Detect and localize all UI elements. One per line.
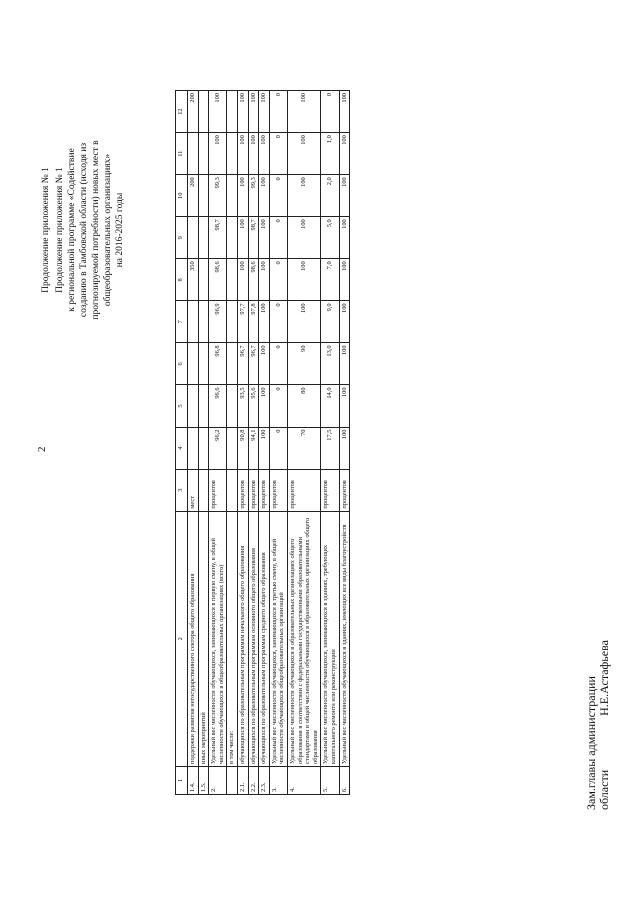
row-number: 1.4. — [188, 766, 199, 794]
value-cell: 96,6 — [209, 385, 227, 427]
value-cell: 100 — [339, 385, 350, 427]
header-line: прогнозируемой потребности) новых мест в — [91, 140, 101, 320]
unit-cell: процентов — [248, 469, 259, 511]
row-number: 3. — [269, 766, 287, 794]
value-cell: 100 — [259, 259, 270, 301]
unit-cell: процентов — [339, 469, 350, 511]
row-number — [227, 766, 238, 794]
value-cell: 0 — [269, 217, 287, 259]
table-row — [321, 91, 339, 795]
value-cell — [227, 343, 238, 385]
value-cell: 100 — [339, 133, 350, 175]
value-cell — [188, 133, 199, 175]
indicator-name: Удельный вес численности обучающихся, занимающихся в зданиях, требующих капитального ремонта или реконструкции — [321, 511, 339, 766]
signature-name-row — [598, 640, 611, 810]
value-cell: 1,0 — [321, 133, 339, 175]
value-cell: 96,2 — [209, 427, 227, 469]
page-number: 2 — [36, 446, 48, 452]
row-number: 2.2. — [248, 766, 259, 794]
value-cell: 100 — [339, 427, 350, 469]
value-cell: 100 — [259, 91, 270, 133]
value-cell: 96,7 — [237, 343, 248, 385]
value-cell: 98,7 — [209, 217, 227, 259]
table-row — [287, 91, 320, 795]
value-cell: 98,7 — [248, 217, 259, 259]
value-cell: 100 — [339, 343, 350, 385]
signature-title: Зам.главы администрации — [584, 676, 598, 810]
value-cell: 100 — [259, 427, 270, 469]
value-cell: 95,6 — [248, 385, 259, 427]
value-cell: 14,0 — [321, 385, 339, 427]
table-row — [188, 91, 199, 795]
value-cell: 0 — [269, 427, 287, 469]
row-number: 4. — [287, 766, 320, 794]
unit-cell: процентов — [269, 469, 287, 511]
value-cell — [188, 427, 199, 469]
value-cell: 100 — [287, 217, 320, 259]
unit-cell — [198, 469, 209, 511]
indicator-name: обучающихся по образовательным программам среднего общего образования — [259, 511, 270, 766]
unit-cell: процентов — [259, 469, 270, 511]
value-cell — [188, 217, 199, 259]
header-cell: 9 — [176, 217, 188, 259]
value-cell: 80 — [287, 385, 320, 427]
indicator-name: Удельный вес численности обучающихся, занимающихся в третью смену, в общей численности обучающихся общеобразовательных организаций — [269, 511, 287, 766]
value-cell: 90,8 — [237, 427, 248, 469]
value-cell — [227, 427, 238, 469]
row-number: 5. — [321, 766, 339, 794]
signature-region: области — [597, 769, 611, 810]
value-cell: 99,3 — [209, 175, 227, 217]
value-cell: 0 — [269, 175, 287, 217]
value-cell: 98,6 — [248, 259, 259, 301]
header-line: созданию в Тамбовской области (исходя из — [79, 142, 89, 318]
header-line: общеобразовательных организациях» — [103, 153, 113, 307]
value-cell: 100 — [287, 91, 320, 133]
value-cell: 100 — [287, 133, 320, 175]
value-cell: 100 — [339, 217, 350, 259]
value-cell: 100 — [237, 175, 248, 217]
unit-cell: мест — [188, 469, 199, 511]
value-cell — [198, 343, 209, 385]
value-cell — [198, 217, 209, 259]
rotated-content — [40, 40, 611, 840]
value-cell: 0 — [269, 133, 287, 175]
value-cell — [188, 343, 199, 385]
value-cell — [198, 91, 209, 133]
value-cell: 96,9 — [209, 301, 227, 343]
value-cell: 100 — [259, 301, 270, 343]
value-cell: 100 — [287, 259, 320, 301]
value-cell: 100 — [209, 91, 227, 133]
value-cell: 94,1 — [248, 427, 259, 469]
value-cell: 100 — [287, 175, 320, 217]
indicators-table — [175, 90, 350, 795]
value-cell: 100 — [237, 217, 248, 259]
value-cell — [227, 133, 238, 175]
header-cell: 6 — [176, 343, 188, 385]
value-cell: 100 — [259, 385, 270, 427]
row-number: 1.5. — [198, 766, 209, 794]
signature-block — [585, 640, 611, 810]
indicator-name: Удельный вес численности обучающихся в образовательных организациях общего образования в соответствии с федеральными государственными образовательными стандартами в общей численности обучающихся в образовательных организациях общего образования — [287, 511, 320, 766]
value-cell: 100 — [339, 301, 350, 343]
indicator-name: обучающихся по образовательным программам основного общего образования — [248, 511, 259, 766]
header-cell: 10 — [176, 175, 188, 217]
value-cell: 13,0 — [321, 343, 339, 385]
value-cell: 2,0 — [321, 175, 339, 217]
unit-cell — [227, 469, 238, 511]
indicator-name: обучающихся по образовательным программам начального общего образования — [237, 511, 248, 766]
value-cell: 97,8 — [248, 301, 259, 343]
value-cell — [198, 133, 209, 175]
header-line: к региональной программе «Содействие — [67, 148, 77, 312]
value-cell: 100 — [259, 175, 270, 217]
value-cell — [227, 301, 238, 343]
table-row — [259, 91, 270, 795]
value-cell: 100 — [259, 343, 270, 385]
value-cell: 96,7 — [248, 343, 259, 385]
unit-cell: процентов — [237, 469, 248, 511]
value-cell: 350 — [188, 259, 199, 301]
unit-cell: процентов — [209, 469, 227, 511]
table-row — [248, 91, 259, 795]
value-cell: 200 — [188, 91, 199, 133]
value-cell: 0 — [321, 91, 339, 133]
value-cell — [198, 385, 209, 427]
value-cell: 0 — [269, 91, 287, 133]
header-line: на 2016-2025 годы — [115, 192, 125, 268]
value-cell: 100 — [259, 133, 270, 175]
header-cell: 12 — [176, 91, 188, 133]
value-cell — [188, 385, 199, 427]
row-number: 6. — [339, 766, 350, 794]
value-cell — [198, 175, 209, 217]
row-number: 2.1. — [237, 766, 248, 794]
value-cell — [227, 259, 238, 301]
value-cell: 100 — [237, 133, 248, 175]
table-row — [237, 91, 248, 795]
value-cell: 0 — [269, 259, 287, 301]
row-number: 2. — [209, 766, 227, 794]
value-cell: 100 — [339, 259, 350, 301]
value-cell: 0 — [269, 301, 287, 343]
indicator-name: Удельный вес численности обучающихся в зданиях, имеющих все виды благоустройств — [339, 511, 350, 766]
value-cell: 98,6 — [209, 259, 227, 301]
header-continuation: Продолжение приложения № 1 — [41, 167, 51, 293]
header-cell: 3 — [176, 469, 188, 511]
unit-cell: процентов — [321, 469, 339, 511]
value-cell: 90 — [287, 343, 320, 385]
value-cell — [227, 217, 238, 259]
value-cell: 17,5 — [321, 427, 339, 469]
header-cell: 7 — [176, 301, 188, 343]
table-header-row — [176, 91, 188, 795]
value-cell: 96,8 — [209, 343, 227, 385]
header-cell: 8 — [176, 259, 188, 301]
value-cell: 0 — [269, 343, 287, 385]
value-cell: 100 — [287, 301, 320, 343]
value-cell: 93,5 — [237, 385, 248, 427]
value-cell — [198, 301, 209, 343]
indicator-name: Удельный вес численности обучающихся, занимающихся в первую смену, в общей численности обучающихся в общеобразовательных организациях (всего) — [209, 511, 227, 766]
value-cell: 100 — [248, 91, 259, 133]
value-cell: 70 — [287, 427, 320, 469]
value-cell: 99,3 — [248, 175, 259, 217]
appendix-header — [40, 80, 126, 380]
unit-cell: процентов — [287, 469, 320, 511]
value-cell — [188, 301, 199, 343]
value-cell — [227, 175, 238, 217]
value-cell: 100 — [209, 133, 227, 175]
indicator-name: в том числе: — [227, 511, 238, 766]
signature-name: Н.Е.Астафьева — [597, 640, 611, 716]
value-cell — [198, 259, 209, 301]
value-cell — [227, 385, 238, 427]
value-cell — [227, 91, 238, 133]
value-cell: 9,0 — [321, 301, 339, 343]
header-cell: 1 — [176, 766, 188, 794]
indicator-name: иных мероприятий — [198, 511, 209, 766]
value-cell: 100 — [259, 217, 270, 259]
value-cell: 100 — [237, 259, 248, 301]
value-cell: 7,0 — [321, 259, 339, 301]
header-cell: 11 — [176, 133, 188, 175]
value-cell — [198, 427, 209, 469]
value-cell: 100 — [248, 133, 259, 175]
header-cell: 2 — [176, 511, 188, 766]
table-row — [227, 91, 238, 795]
table-row — [209, 91, 227, 795]
value-cell: 97,7 — [237, 301, 248, 343]
header-cell: 5 — [176, 385, 188, 427]
table-row — [198, 91, 209, 795]
value-cell: 100 — [339, 175, 350, 217]
header-cell: 4 — [176, 427, 188, 469]
header-line: Продолжение приложения № 1 — [55, 167, 65, 293]
value-cell: 5,0 — [321, 217, 339, 259]
value-cell: 0 — [269, 385, 287, 427]
value-cell: 200 — [188, 175, 199, 217]
value-cell: 100 — [339, 91, 350, 133]
table-row — [339, 91, 350, 795]
value-cell: 100 — [237, 91, 248, 133]
table-row — [269, 91, 287, 795]
row-number: 2.3. — [259, 766, 270, 794]
indicator-name: поддержки развития негосударственного сектора общего образования — [188, 511, 199, 766]
